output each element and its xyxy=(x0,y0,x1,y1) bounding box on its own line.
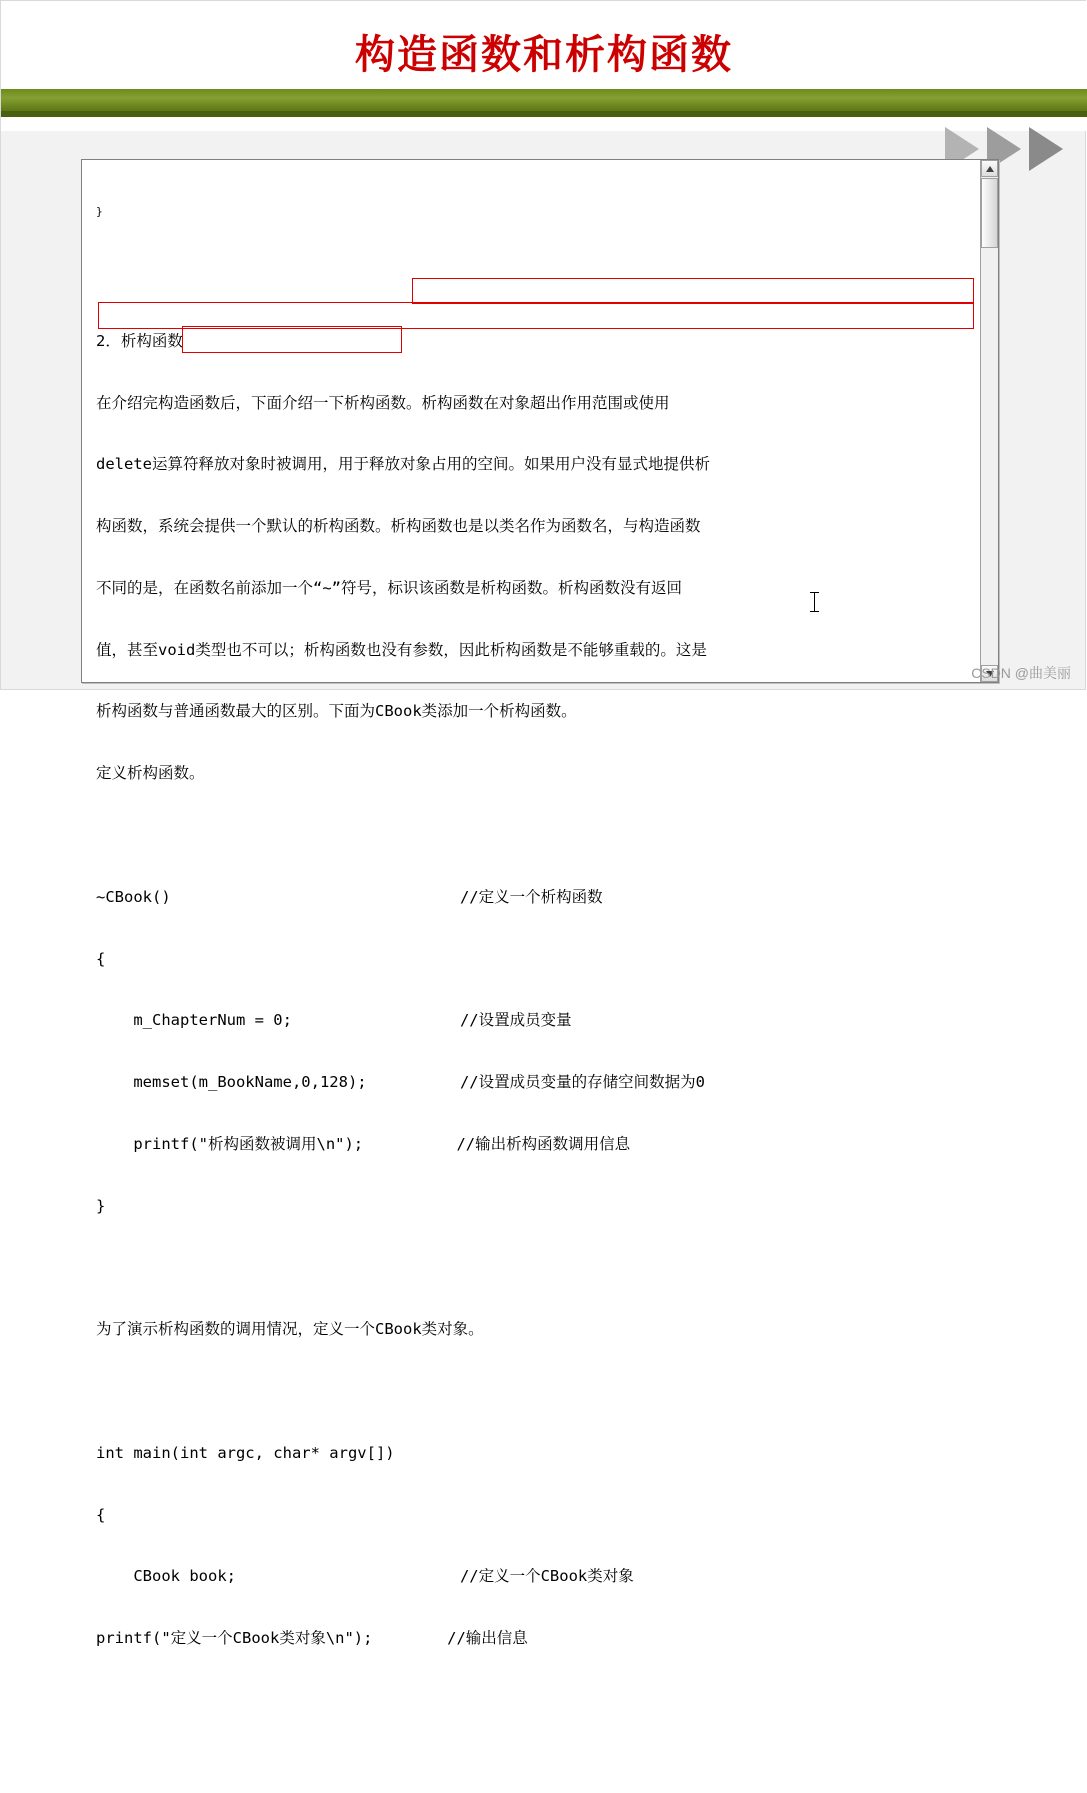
doc-line: ~CBook() //定义一个析构函数 xyxy=(96,887,603,906)
doc-line: printf("析构函数被调用\n"); //输出析构函数调用信息 xyxy=(96,1134,631,1153)
doc-line: { xyxy=(96,949,106,968)
doc-line: m_ChapterNum = 0; //设置成员变量 xyxy=(96,1011,572,1030)
chevron-decoration-icon xyxy=(1029,127,1063,171)
document-text[interactable] xyxy=(82,160,980,1648)
watermark: CSDN @曲美丽 xyxy=(971,665,1071,681)
doc-line xyxy=(96,1381,970,1402)
text-cursor xyxy=(814,592,815,612)
vertical-scrollbar[interactable] xyxy=(980,160,998,682)
doc-line: delete运算符释放对象时被调用，用于释放对象占用的空间。如果用户没有显式地提供析 xyxy=(96,455,710,474)
doc-line: memset(m_BookName,0,128); //设置成员变量的存储空间数据为0 xyxy=(96,1073,705,1092)
doc-line: } xyxy=(96,205,103,219)
doc-line: CBook book; //定义一个CBook类对象 xyxy=(96,1567,634,1586)
header-gap xyxy=(1,117,1087,131)
doc-line: { xyxy=(96,1505,106,1524)
doc-line xyxy=(96,1257,970,1278)
scrollbar-thumb[interactable] xyxy=(981,178,998,248)
doc-line: int main(int argc, char* argv[]) xyxy=(96,1443,395,1462)
doc-line: } xyxy=(96,1196,106,1215)
triangle-up-icon xyxy=(986,166,994,172)
doc-line xyxy=(96,825,970,846)
doc-line: 值，甚至void类型也不可以；析构函数也没有参数，因此析构函数是不能够重载的。这是 xyxy=(96,640,707,659)
doc-line: printf("定义一个CBook类对象\n"); //输出信息 xyxy=(96,1629,528,1648)
doc-line xyxy=(96,269,970,290)
doc-line: 不同的是，在函数名前添加一个“~”符号，标识该函数是析构函数。析构函数没有返回 xyxy=(96,578,682,597)
document-pane[interactable] xyxy=(81,159,999,1648)
doc-line: 构函数，系统会提供一个默认的析构函数。析构函数也是以类名作为函数名，与构造函数 xyxy=(96,517,701,536)
page-title: 构造函数和析构函数 xyxy=(355,31,733,78)
doc-line: 析构函数与普通函数最大的区别。下面为CBook类添加一个析构函数。 xyxy=(96,702,577,721)
header-accent-bar xyxy=(1,89,1087,111)
scroll-up-button[interactable] xyxy=(981,160,998,177)
doc-line: 在介绍完构造函数后，下面介绍一下析构函数。析构函数在对象超出作用范围或使用 xyxy=(96,393,670,412)
annotation-box xyxy=(98,302,974,329)
doc-line: 2．析构函数 xyxy=(96,331,183,350)
title-area xyxy=(1,1,1087,89)
doc-line: 为了演示析构函数的调用情况，定义一个CBook类对象。 xyxy=(96,1320,484,1339)
doc-line: 定义析构函数。 xyxy=(96,764,205,783)
